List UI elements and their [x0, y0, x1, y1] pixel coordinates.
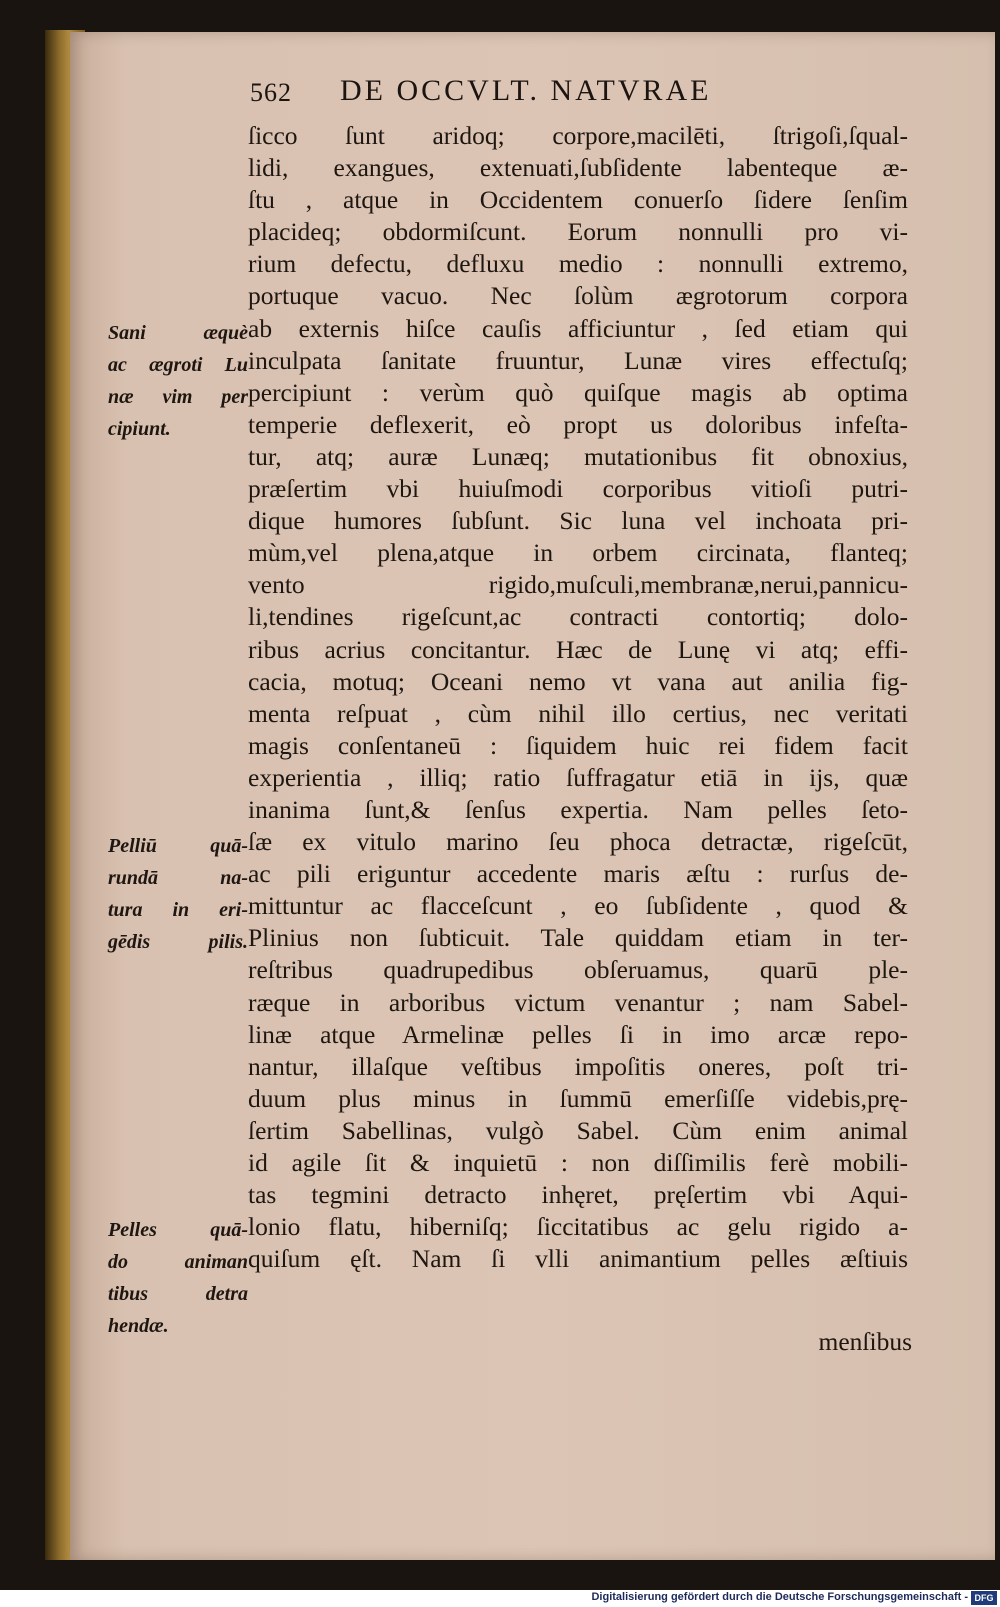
text-line: li,tendines rigeſcunt,ac contracti contortiq; dolo- — [248, 602, 908, 632]
text-line: ribus acrius concitantur. Hæc de Lunę vi atq; effi- — [248, 634, 908, 664]
margin-note — [108, 830, 248, 958]
text-line: præſertim vbi huiuſmodi corporibus vitioſi putri- — [248, 474, 908, 504]
text-line: temperie deflexerit, eò propt us doloribus infeſta- — [248, 409, 908, 439]
text-line: magis conſentaneū : ſiquidem huic rei fidem facit — [248, 730, 908, 760]
text-line: inanima ſunt,& ſenſus expertia. Nam pelles ſeto- — [248, 794, 908, 824]
digitization-footer — [0, 1590, 1000, 1607]
text-line: portuque vacuo. Nec ſolùm ægrotorum corpora — [248, 281, 908, 311]
text-line: menta reſpuat , cùm nihil illo certius, nec veritati — [248, 698, 908, 728]
text-line: lidi, exangues, extenuati,ſubſidente labenteque æ- — [248, 153, 908, 183]
text-line: inculpata ſanitate fruuntur, Lunæ vires effectuſq; — [248, 345, 908, 375]
margin-note-line: Sani æquè — [108, 322, 248, 344]
text-line: nantur, illaſque veſtibus impoſitis oneres, poſt tri- — [248, 1051, 908, 1081]
text-line: tas tegmini detracto inhęret, pręſertim vbi Aqui- — [248, 1180, 908, 1210]
text-line: Plinius non ſubticuit. Tale quiddam etiam in ter- — [248, 923, 908, 953]
text-line: mittuntur ac flacceſcunt , eo ſubſidente , quod & — [248, 891, 908, 921]
text-line: mùm,vel plena,atque in orbem circinata, flanteq; — [248, 538, 908, 568]
margin-note-line: tura in eri- — [108, 899, 248, 921]
running-head — [250, 74, 900, 118]
text-line: percipiunt : verùm quò quiſque magis ab optima — [248, 377, 908, 407]
text-line: id agile ſit & inquietū : non diſſimilis ferè mobili- — [248, 1148, 908, 1177]
text-line: quiſum ęſt. Nam ſi vlli animantium pelles æſtiuis — [248, 1244, 908, 1274]
text-line: experientia , illiq; ratio ſuffragatur etiā in ijs, quæ — [248, 762, 908, 792]
margin-note-line: cipiunt. — [108, 418, 171, 440]
catchword: menſibus — [818, 1327, 912, 1356]
margin-note-line: do animan — [108, 1251, 248, 1273]
text-line: dique humores ſubſunt. Sic luna vel inchoata pri- — [248, 506, 908, 536]
text-line: ſertim Sabellinas, vulgò Sabel. Cùm enim animal — [248, 1115, 908, 1145]
text-line: vento rigido,muſculi,membranæ,nerui,pannicu- — [248, 570, 908, 600]
margin-note-line: gēdis pilis. — [108, 931, 248, 953]
text-line: ſæ ex vitulo marino ſeu phoca detractæ, rigeſcūt, — [248, 827, 908, 857]
page-number: 562 — [250, 78, 292, 107]
text-line: placideq; obdormiſcunt. Eorum nonnulli pro vi- — [248, 217, 908, 247]
margin-note-line: Pelliū quā- — [108, 835, 248, 857]
margin-note-line: tibus detra — [108, 1283, 248, 1305]
margin-note-line: næ vim per — [108, 386, 248, 408]
text-line: ac pili eriguntur accedente maris æſtu : rurſus de- — [248, 859, 908, 889]
margin-note-line: hendæ. — [108, 1315, 169, 1337]
text-line: ſtu , atque in Occidentem conuerſo ſidere ſenſim — [248, 185, 908, 215]
text-line: tur, atq; auræ Lunæq; mutationibus fit obnoxius, — [248, 441, 908, 471]
funding-credit: Digitalisierung gefördert durch die Deutsche Forschungsgemeinschaft - — [591, 1591, 968, 1603]
text-line: duum plus minus in ſummū emerſiſſe videbis,prę- — [248, 1083, 908, 1113]
text-line: ab externis hiſce cauſis afficiuntur , ſed etiam qui — [248, 313, 908, 343]
text-line: rium defectu, defluxu medio : nonnulli extremo, — [248, 249, 908, 279]
body-text — [248, 120, 908, 1275]
margin-note-line: ac ægroti Lu — [108, 354, 248, 376]
text-line: ræque in arboribus victum venantur ; nam Sabel- — [248, 987, 908, 1017]
text-line: lonio flatu, hiberniſq; ſiccitatibus ac gelu rigido a- — [248, 1212, 908, 1242]
text-line: reſtribus quadrupedibus obſeruamus, quarū ple- — [248, 955, 908, 985]
margin-note — [108, 1214, 248, 1342]
margin-note-line: rundā na- — [108, 867, 248, 889]
margin-note-line: Pelles quā- — [108, 1219, 248, 1241]
running-title: DE OCCVLT. NATVRAE — [340, 74, 712, 107]
margin-note — [108, 317, 248, 445]
dfg-logo: DFG — [971, 1591, 997, 1605]
text-line: cacia, motuq; Oceani nemo vt vana aut anilia fig- — [248, 666, 908, 696]
text-line: ſicco ſunt aridoq; corpore,macilēti, ſtrigoſi,ſqual- — [248, 121, 908, 150]
text-line: linæ atque Armelinæ pelles ſi in imo arcæ repo- — [248, 1019, 908, 1049]
